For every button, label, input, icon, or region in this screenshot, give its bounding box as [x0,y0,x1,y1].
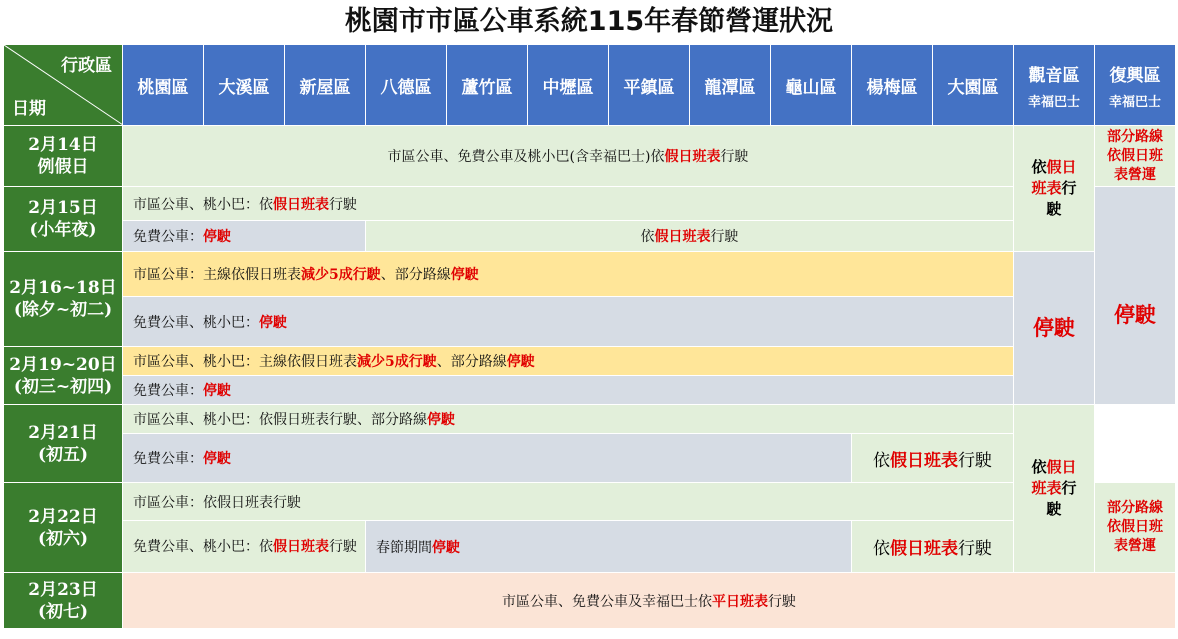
schedule-cell [123,483,1014,521]
date-sub: (初五) [37,444,89,465]
date-cell [4,187,123,252]
highlight-text: 減少5成行駛 [301,267,381,283]
header-district: 大溪區 [204,45,285,126]
text: 行駛 [720,149,749,165]
schedule-cell [852,521,1014,573]
schedule-cell [123,573,1176,629]
highlight-text: 停駛 [506,354,535,370]
date-sub: (初三~初四) [13,376,113,397]
highlight-text: 停駛 [427,412,455,428]
text: 依 [873,450,890,471]
text: 免費公車： [133,451,203,467]
highlight-text: 停駛 [203,229,231,245]
text: 依 [1031,458,1047,476]
header-fuxing [1095,45,1176,126]
header-district: 中壢區 [528,45,609,126]
date-main: 2月16~18日 [9,278,117,298]
highlight-text: 停駛 [450,267,479,283]
guanyin-name: 觀音區 [1028,65,1080,86]
text: 行駛 [958,539,992,559]
schedule-cell [123,221,366,252]
highlight-text: 停駛 [203,451,231,467]
text: 免費公車： [133,383,203,399]
highlight-text: 假日 [1046,458,1077,476]
text: 市區公車：主線依假日班表 [133,267,301,283]
text: 行 [1061,479,1077,497]
corner-date-label: 日期 [12,99,46,119]
header-district: 楊梅區 [852,45,933,126]
highlight-text: 班表 [1031,479,1062,497]
highlight-text: 假日班表 [890,450,958,471]
text: 市區公車、免費公車及桃小巴(含幸福巴士)依 [387,149,665,165]
fuxing-sub: 幸福巴士 [1108,94,1161,110]
text: 行 [1061,179,1077,197]
schedule-table [3,44,1176,629]
highlight-text: 假日班表 [890,539,958,559]
text: 依 [873,539,890,559]
text: 行駛 [329,538,357,555]
guanyin-cell [1014,405,1095,573]
fuxing-cell: 部分路線依假日班表營運 [1095,483,1176,573]
highlight-text: 班表 [1031,179,1062,197]
schedule-cell [123,297,1014,347]
guanyin-sub: 幸福巴士 [1027,94,1080,110]
text: 行駛 [329,196,357,213]
header-guanyin [1014,45,1095,126]
schedule-cell [123,126,1014,187]
text: 依 [640,229,655,245]
fuxing-cell: 停駛 [1095,187,1176,405]
text: 依 [1031,158,1047,176]
date-cell [4,126,123,187]
text: 、部分路線 [380,267,451,283]
date-sub: (初七) [37,601,89,622]
schedule-cell [366,521,852,573]
schedule-cell [123,347,1014,376]
date-sub: (除夕~初二) [13,300,113,320]
highlight-text: 平日班表 [712,593,768,610]
date-main: 2月19~20日 [9,354,117,375]
highlight-text: 減少5成行駛 [357,354,437,370]
text: 免費公車： [133,229,203,245]
date-cell [4,405,123,483]
schedule-cell [123,434,852,483]
header-district: 蘆竹區 [447,45,528,126]
text: 市區公車、桃小巴：依 [133,196,273,213]
fuxing-cell: 部分路線依假日班表營運 [1095,126,1176,187]
date-main: 2月21日 [28,422,98,443]
date-cell [4,252,123,347]
guanyin-cell [1014,126,1095,252]
text: 春節期間 [376,539,432,556]
text: 市區公車、免費公車及幸福巴士依 [502,593,712,610]
highlight-text: 假日 [1046,158,1077,176]
date-cell [4,347,123,405]
schedule-cell [123,405,1014,434]
fuxing-name: 復興區 [1109,65,1161,86]
header-district: 大園區 [933,45,1014,126]
header-district: 桃園區 [123,45,204,126]
highlight-text: 停駛 [203,383,231,399]
highlight-text: 停駛 [432,539,460,556]
highlight-text: 假日班表 [273,196,329,213]
text: 市區公車、桃小巴：依假日班表行駛、部分路線 [133,412,427,428]
header-corner [4,45,123,126]
date-main: 2月15日 [28,198,98,218]
date-sub: 例假日 [37,157,89,177]
highlight-text: 假日班表 [654,229,711,245]
schedule-cell [123,521,366,573]
text: 市區公車：依假日班表行駛 [133,494,301,511]
schedule-cell [852,434,1014,483]
date-main: 2月14日 [28,135,98,155]
header-district: 八德區 [366,45,447,126]
highlight-text: 假日班表 [273,538,329,555]
highlight-text: 停駛 [259,314,287,331]
schedule-cell [123,187,1014,221]
text: 市區公車、桃小巴：主線依假日班表 [133,354,357,370]
text: 駛 [1046,500,1062,518]
date-sub: (小年夜) [29,220,97,240]
text: 、部分路線 [436,354,507,370]
schedule-cell [366,221,1014,252]
corner-district-label: 行政區 [61,56,112,76]
header-district: 龜山區 [771,45,852,126]
guanyin-cell: 停駛 [1014,252,1095,405]
text: 駛 [1046,200,1062,218]
text: 免費公車、桃小巴：依 [133,538,273,555]
text: 行駛 [768,593,796,610]
text: 免費公車、桃小巴： [133,314,259,331]
date-main: 2月23日 [28,579,98,600]
header-district: 龍潭區 [690,45,771,126]
header-district: 平鎮區 [609,45,690,126]
date-sub: (初六) [37,528,89,549]
text: 行駛 [958,450,992,471]
date-cell [4,573,123,629]
date-cell [4,483,123,573]
schedule-cell [123,376,1014,405]
text: 行駛 [710,229,739,245]
schedule-cell [123,252,1014,297]
highlight-text: 假日班表 [664,149,721,165]
page-title: 桃園市市區公車系統115年春節營運狀況 [344,6,834,37]
date-main: 2月22日 [28,506,98,527]
header-district: 新屋區 [285,45,366,126]
